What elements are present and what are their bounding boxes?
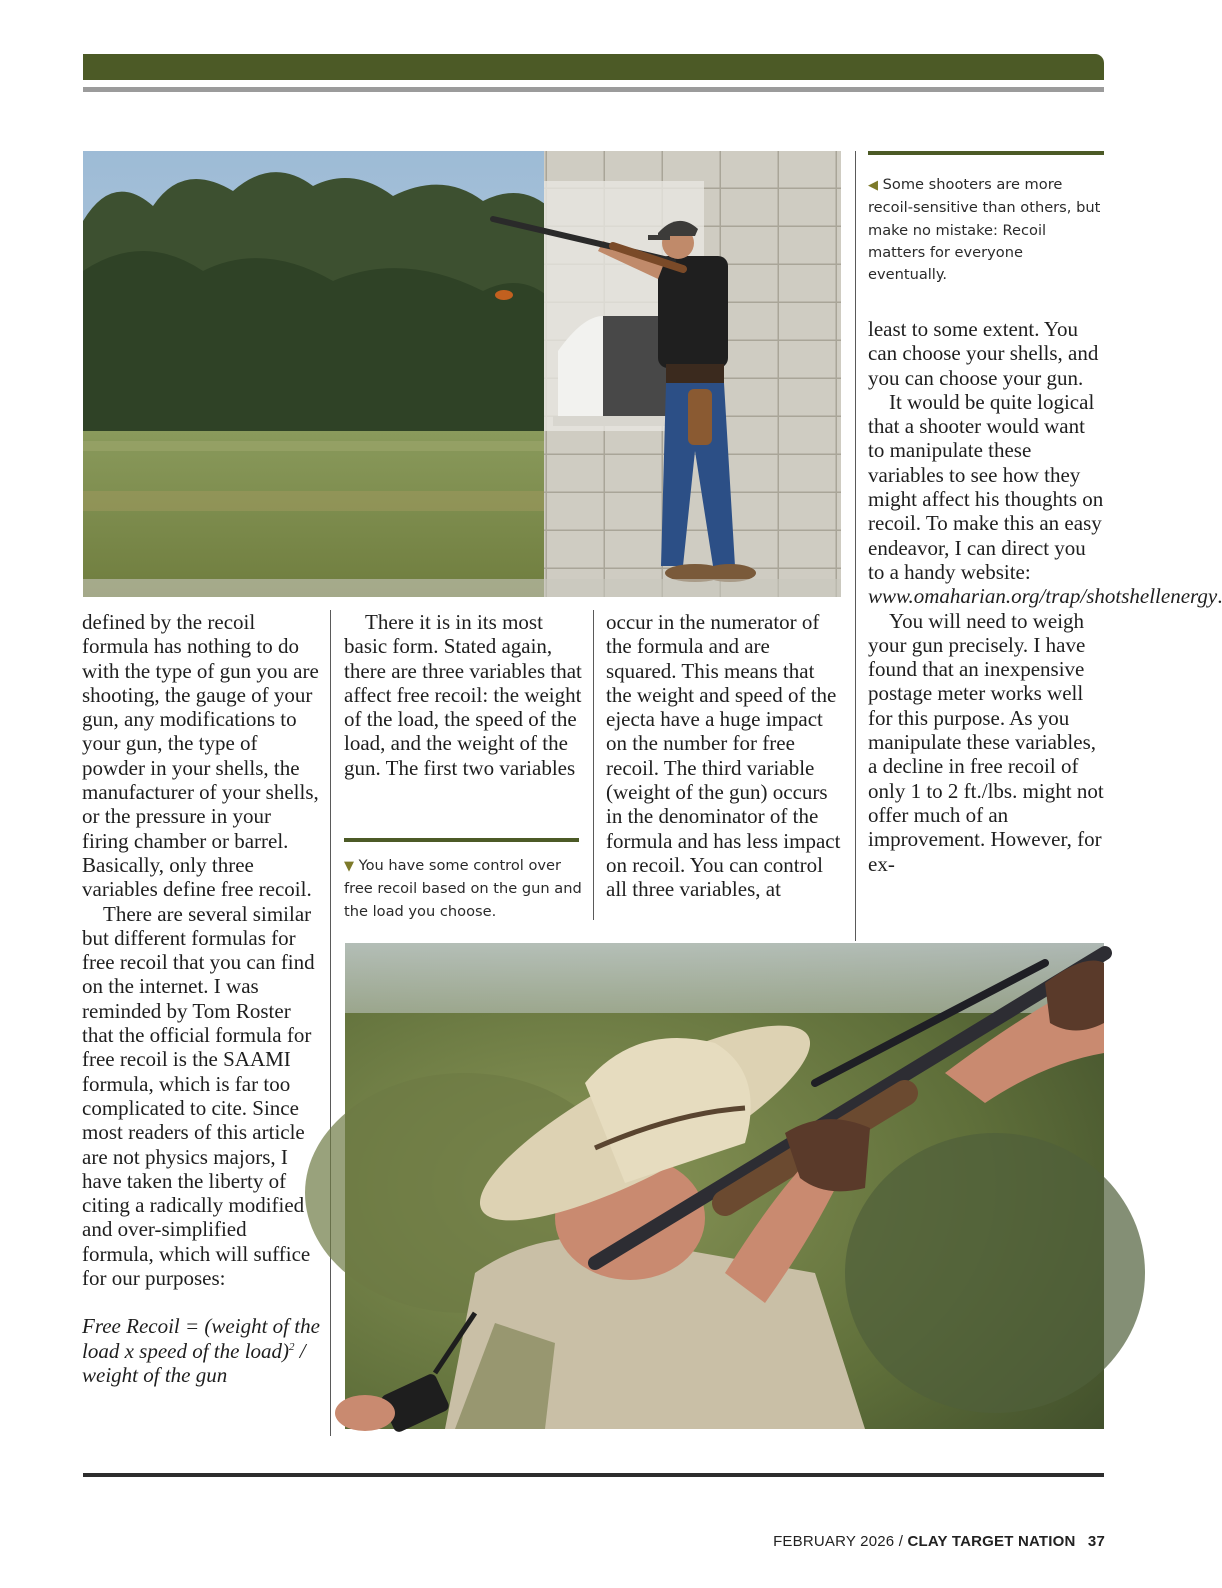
header-band xyxy=(83,54,1104,80)
header-rule xyxy=(83,87,1104,92)
article-paragraph xyxy=(868,389,1222,609)
arrow-down-icon: ▼ xyxy=(344,859,354,874)
caption-rule xyxy=(344,838,579,842)
photo-shooter-straw-hat xyxy=(345,943,1104,1429)
article-paragraph: occur in the numerator of the formula and are squared. This means that the weight and speed of the ejecta have a huge impact on the number for free recoil. The third variable (weight of the gun) occurs in the denominator of the formula and has less impact on recoil. You can control all three variables, at xyxy=(606,610,841,902)
article-paragraph: defined by the recoil formula has nothing to do with the type of gun you are shooting, the gauge of your gun, any modifications to your gun, the type of powder in your shells, the manufacturer of your shells, or the pressure in your firing chamber or barrel. Basically, only three variables define free recoil. xyxy=(82,610,319,902)
page-footer xyxy=(773,1533,1105,1550)
website-link[interactable]: www.omaharian.org/trap/shotshellenergy xyxy=(868,584,1218,609)
article-paragraph: least to some extent. You can choose your shells, and you can choose your gun. xyxy=(868,317,1099,390)
photo-trap-shooter xyxy=(83,151,841,597)
photo-caption-top xyxy=(868,174,1102,286)
article-paragraph: You will need to weigh your gun precisely. I have found that an inexpensive postage meter works well for this purpose. As you manipulate these variables, a decline in free recoil of only 1 to 2 ft./lbs. might not offer much of an improvement. However, for ex- xyxy=(868,608,1104,876)
magazine-title: CLAY TARGET NATION xyxy=(907,1533,1076,1550)
photo-caption-middle xyxy=(344,855,584,923)
formula-numerator: Free Recoil = (weight of the load x speed of the load) xyxy=(82,1314,320,1363)
paragraph-end: . xyxy=(1217,584,1222,609)
footer-separator: / xyxy=(898,1533,904,1550)
recoil-formula xyxy=(82,1314,320,1387)
issue-date: FEBRUARY 2026 xyxy=(773,1533,895,1550)
article-column-2 xyxy=(344,610,582,780)
formula-denominator: / weight of the gun xyxy=(82,1338,306,1387)
column-divider xyxy=(330,610,331,1436)
column-divider xyxy=(593,610,594,920)
article-paragraph: There it is in its most basic form. Stated again, there are three variables that affect free recoil: the weight of the load, the speed of the load, and the weight of the gun. The first two variables xyxy=(344,610,582,780)
caption-rule xyxy=(868,151,1104,155)
caption-text: You have some control over free recoil based on the gun and the load you choose. xyxy=(344,857,582,920)
column-divider xyxy=(855,151,856,941)
article-column-4 xyxy=(868,317,1222,876)
caption-text: Some shooters are more recoil-sensitive than others, but make no mistake: Recoil matters for everyone eventually. xyxy=(868,176,1101,284)
arrow-left-icon: ◀ xyxy=(868,178,878,193)
formula-exponent: 2 xyxy=(289,1340,295,1353)
article-column-1 xyxy=(82,610,320,1387)
footer-rule xyxy=(83,1473,1104,1477)
paragraph-text: It would be quite logical that a shooter would want to manipulate these variables to see how they might affect his thoughts on recoil. To make this an easy endeavor, I can direct you to a handy website: xyxy=(868,389,1104,584)
article-paragraph: There are several similar but different formulas for free recoil that you can find on the internet. I was reminded by Tom Roster that the official formula for free recoil is the SAAMI formula, which is far too complicated to cite. Since most readers of this article are not physics majors, I have taken the liberty of citing a radically modified and over-simplified formula, which will suffice for our purposes: xyxy=(82,901,315,1291)
page-number: 37 xyxy=(1087,1533,1105,1550)
article-column-3 xyxy=(606,610,844,902)
